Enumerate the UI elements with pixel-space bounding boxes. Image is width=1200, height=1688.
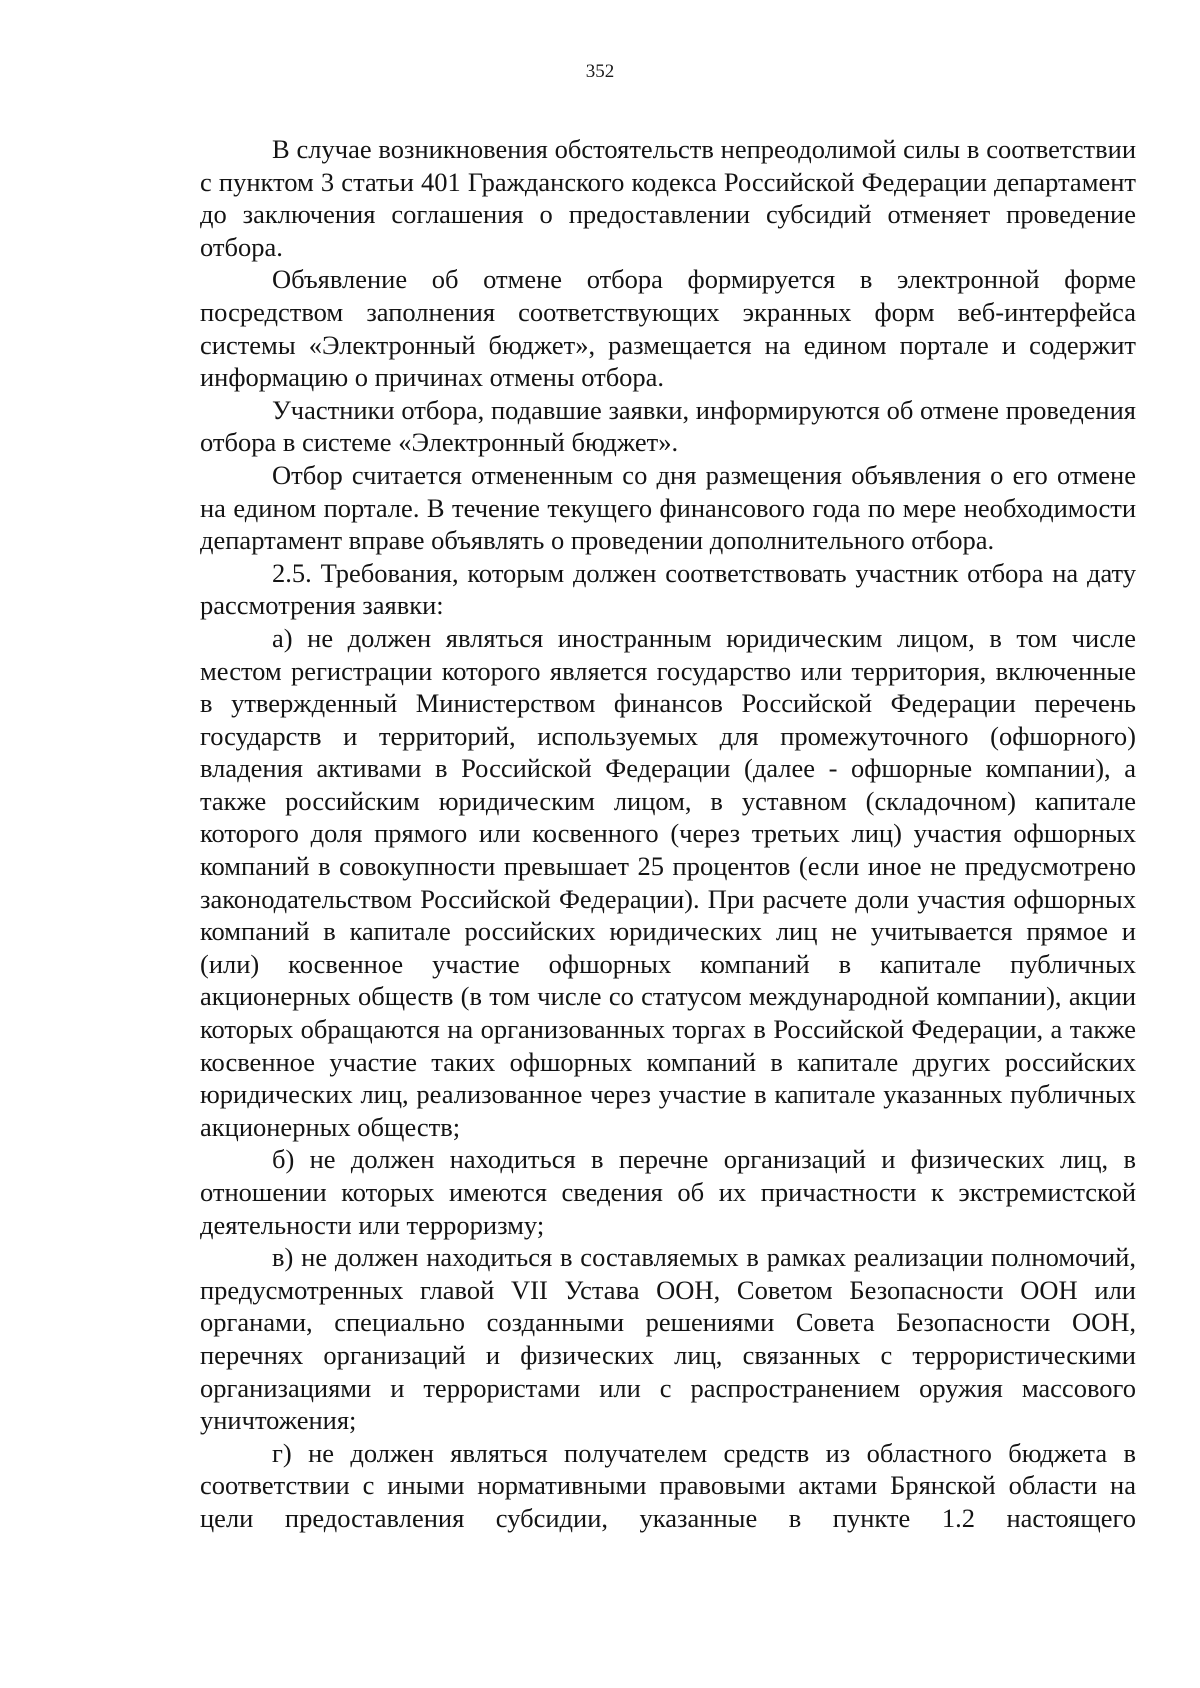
paragraph-requirement-a: а) не должен являться иностранным юридическим лицом, в том числе местом регистрации которого является государство или территория, включенные в утвержденный Министерством финансов Российской Федерации перечень государств и территорий, используемых для промежуточного (офшорного) владения активами в Российской Федерации (далее - офшорные компании), а также российским юридическим лицом, в уставном (складочном) капитале которого доля прямого или косвенного (через третьих лиц) участия офшорных компаний в совокупности превышает 25 процентов (если иное не предусмотрено законодательством Российской Федерации). При расчете доли участия офшорных компаний в капитале российских юридических лиц не учитывается прямое и (или) косвенное участие офшорных компаний в капитале публичных акционерных обществ (в том числе со статусом международной компании), акции которых обращаются на организованных торгах в Российской Федерации, а также косвенное участие таких офшорных компаний в капитале других российских юридических лиц, реализованное через участие в капитале указанных публичных акционерных обществ;	[200, 622, 1136, 1142]
paragraph-requirement-g: г) не должен являться получателем средств из областного бюджета в соответствии с иными нормативными правовыми актами Брянской области на цели предоставления субсидии, указанные в пункте 1.2 настоящего	[200, 1437, 1136, 1533]
paragraph-requirement-v: в) не должен находиться в составляемых в рамках реализации полномочий, предусмотренных главой VII Устава ООН, Советом Безопасности ООН или органами, специально созданными решениями Совета Безопасности ООН, перечнях организаций и физических лиц, связанных с террористическими организациями и террористами или с распространением оружия массового уничтожения;	[200, 1242, 1136, 1436]
document-body	[200, 133, 1136, 1535]
paragraph-selection-cancelled: Отбор считается отмененным со дня размещения объявления о его отмене на едином портале. В течение текущего финансового года по мере необходимости департамент вправе объявлять о проведении дополнительного отбора.	[200, 459, 1136, 556]
paragraph-requirements-heading: 2.5. Требования, которым должен соответствовать участник отбора на дату рассмотрения заявки:	[200, 557, 1136, 621]
paragraph-participants-informed: Участники отбора, подавшие заявки, информируются об отмене проведения отбора в системе «Электронный бюджет».	[200, 394, 1136, 458]
page-number: 352	[585, 61, 615, 82]
paragraph-force-majeure: В случае возникновения обстоятельств непреодолимой силы в соответствии с пунктом 3 статьи 401 Гражданского кодекса Российской Федерации департамент до заключения соглашения о предоставлении субсидий отменяет проведение отбора.	[200, 134, 1136, 262]
paragraph-requirement-b: б) не должен находиться в перечне организаций и физических лиц, в отношении которых имеются сведения об их причастности к экстремистской деятельности или терроризму;	[200, 1144, 1136, 1240]
paragraph-cancellation-notice: Объявление об отмене отбора формируется в электронной форме посредством заполнения соответствующих экранных форм веб-интерфейса системы «Электронный бюджет», размещается на едином портале и содержит информацию о причинах отмены отбора.	[200, 264, 1136, 393]
